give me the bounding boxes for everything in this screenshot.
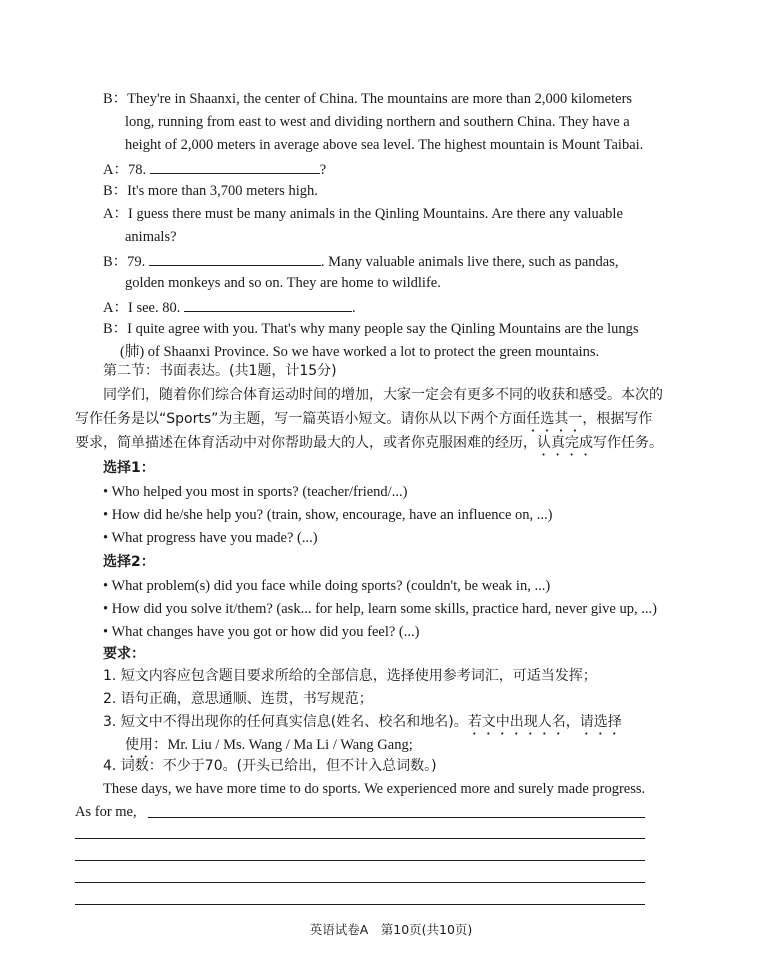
section-intro-line3: 要求，简单描述在体育活动中对你帮助最大的人，或者你克服困难的经历，认真完成写作任务。 <box>75 435 663 451</box>
dialogue-b1-line2: long, running from east to west and dividing northern and southern China. They have a <box>125 114 630 130</box>
question-79-line2: golden monkeys and so on. They are home to wildlife. <box>125 275 441 291</box>
writing-line[interactable] <box>148 817 645 818</box>
answer-blank-80[interactable] <box>184 297 352 312</box>
choice1-item: • Who helped you most in sports? (teacher/friend/...) <box>103 484 408 500</box>
section-title: 第二节：书面表达。(共1题，计15分) <box>103 363 337 379</box>
writing-line[interactable] <box>75 904 645 905</box>
choice1-item: • How did he/she help you? (train, show, encourage, have an influence on, ...) <box>103 507 553 523</box>
writing-line[interactable] <box>75 860 645 861</box>
page-footer: 英语试卷A 第10页(共10页) <box>309 922 473 937</box>
dialogue-b4-line2: (肺) of Shaanxi Province. So we have worked a lot to protect the green mountains. <box>120 344 600 360</box>
choice2-label: 选择2： <box>103 554 155 570</box>
dialogue-a3-line1: A：I guess there must be many animals in the Qinling Mountains. Are there any valuable <box>103 206 623 222</box>
requirement-3: 3. 短文中不得出现你的任何真实信息(姓名、校名和地名)。若文中出现人名，请选择 <box>103 714 622 730</box>
requirement-4: 4. 词数：不少于70。(开头已给出，但不计入总词数。) <box>103 758 437 774</box>
requirement-3-line2: 使用：Mr. Liu / Ms. Wang / Ma Li / Wang Gang; <box>125 737 413 753</box>
writing-opening: These days, we have more time to do sports. We experienced more and surely made progress. <box>103 781 646 797</box>
writing-as-for-me: As for me, <box>75 804 137 820</box>
choice2-item: • How did you solve it/them? (ask... for help, learn some skills, practice hard, never give up, ...) <box>103 601 657 617</box>
question-80: A：I see. 80. . <box>103 297 356 317</box>
choice1-label: 选择1： <box>103 460 155 476</box>
choice2-item: • What problem(s) did you face while doing sports? (couldn't, be weak in, ...) <box>103 578 551 594</box>
requirements-label: 要求： <box>103 646 145 662</box>
dialogue-b1-line1: B：They're in Shaanxi, the center of China. The mountains are more than 2,000 kilometers <box>103 91 633 107</box>
dialogue-b1-line3: height of 2,000 meters in average above sea level. The highest mountain is Mount Taibai. <box>125 137 644 153</box>
dialogue-b4-line1: B：I quite agree with you. That's why many people say the Qinling Mountains are the lungs <box>103 321 639 337</box>
section-intro-line2: 写作任务是以“Sports”为主题，写一篇英语小短文。请你从以下两个方面任选其一，根据写作 <box>75 411 653 427</box>
answer-blank-79[interactable] <box>149 251 321 266</box>
section-intro-line1: 同学们，随着你们综合体育运动时间的增加，大家一定会有更多不同的收获和感受。本次的 <box>103 387 663 403</box>
dialogue-a3-line2: animals? <box>125 229 177 245</box>
requirement-1: 1. 短文内容应包含题目要求所给的全部信息，选择使用参考词汇，可适当发挥； <box>103 668 597 684</box>
choice2-item: • What changes have you got or how did you feel? (...) <box>103 624 420 640</box>
choice1-item: • What progress have you made? (...) <box>103 530 318 546</box>
dialogue-b2: B：It's more than 3,700 meters high. <box>103 183 318 199</box>
writing-line[interactable] <box>75 838 645 839</box>
requirement-2: 2. 语句正确，意思通顺、连贯，书写规范； <box>103 691 373 707</box>
question-78: A：78. ? <box>103 159 326 179</box>
answer-blank-78[interactable] <box>150 159 320 174</box>
writing-line[interactable] <box>75 882 645 883</box>
question-79: B：79. . Many valuable animals live there, such as pandas, <box>103 251 618 271</box>
